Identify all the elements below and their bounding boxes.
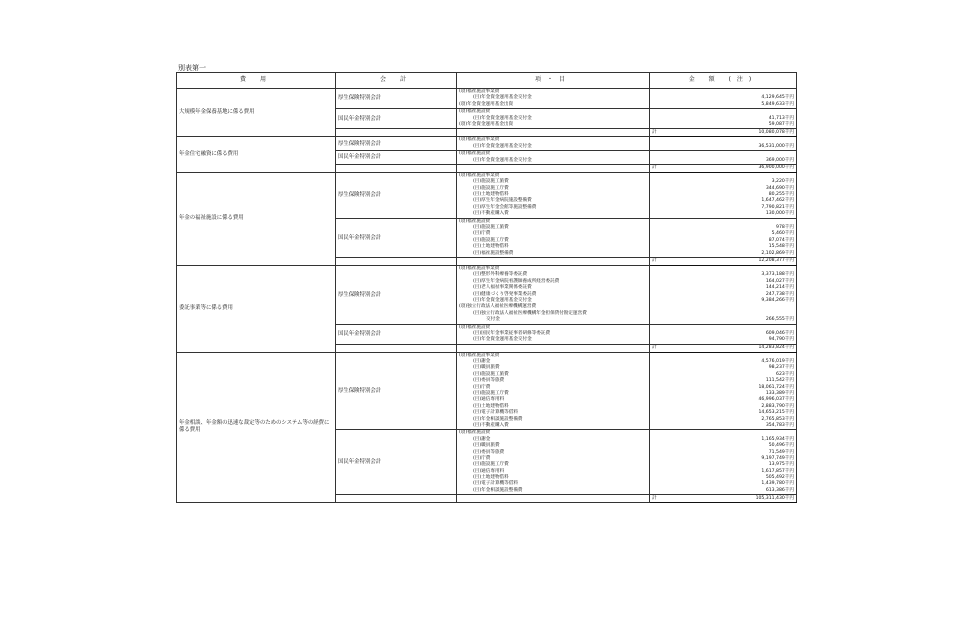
expense-table: [176, 72, 797, 503]
amount-value: 46,996,037千円: [758, 397, 794, 403]
total-label: 計: [652, 129, 657, 135]
amount-value: 41,713千円: [768, 115, 794, 121]
item-line: (目)福祉施設整備費: [473, 250, 514, 256]
section-total: 計 10,080,078千円: [650, 129, 797, 137]
item-line: (項)福祉施設事業費: [459, 352, 500, 358]
item-line: (目)職員旅費: [473, 365, 500, 371]
total-spacer: [457, 164, 650, 172]
item-line: (項)年金資金運用基金出資: [459, 121, 514, 127]
item-line: (目)通信専用料: [473, 397, 505, 403]
amount-value: 18,061,724千円: [758, 384, 794, 390]
item-list: [457, 89, 650, 109]
total-spacer: [336, 164, 457, 172]
amount-value: 1,439,780千円: [761, 481, 794, 487]
amount-value: 3,373,188千円: [761, 272, 794, 278]
amount-value: 5,460千円: [771, 231, 794, 237]
item-line: (項)独立行政法人福祉医療機構運営費: [459, 304, 537, 310]
amount-value: 130,000千円: [765, 211, 794, 217]
item-line: (項)福祉施設事業費: [459, 172, 500, 178]
amount-list: [650, 218, 797, 257]
item-line: (目)厚生年金会館等施設整備費: [473, 204, 537, 210]
section-total: 計 14,283,824千円: [650, 344, 797, 352]
amount-value: 144,214千円: [765, 285, 794, 291]
total-spacer: [336, 257, 457, 265]
item-line: (目)不動産購入費: [473, 211, 509, 217]
expense-category: 大規模年金保養基地に係る費用: [177, 89, 336, 137]
amount-value: 15,548千円: [768, 244, 794, 250]
item-list: [457, 430, 650, 495]
table-row: [177, 137, 797, 151]
account-name: 厚生保険特別会計: [336, 172, 457, 218]
amount-value: 2,765,853千円: [761, 416, 794, 422]
amount-value: 1,617,857千円: [761, 468, 794, 474]
amount-value: 1,647,462千円: [761, 198, 794, 204]
item-line: (項)福祉施設費: [459, 430, 491, 436]
total-label: 計: [652, 258, 657, 264]
item-line: (項)福祉施設事業費: [459, 265, 500, 271]
item-line: (目)職員旅費: [473, 443, 500, 449]
item-line: (目)施設施工庁費: [473, 237, 509, 243]
account-name: 国民年金特別会計: [336, 109, 457, 129]
item-line: (目)施設施工庁費: [473, 185, 509, 191]
item-line: (目)電子計算機等借料: [473, 481, 518, 487]
account-name: 国民年金特別会計: [336, 218, 457, 257]
account-name: 国民年金特別会計: [336, 430, 457, 495]
expense-category: 委託事業等に係る費用: [177, 265, 336, 352]
amount-value: 505,492千円: [765, 475, 794, 481]
item-list: [457, 324, 650, 344]
amount-list: [650, 430, 797, 495]
item-line: (目)健康づくり啓発事業委託費: [473, 291, 537, 297]
total-label: 計: [652, 495, 657, 501]
item-line: (目)庁費: [473, 231, 491, 237]
total-spacer: [336, 344, 457, 352]
item-line: 交付金: [486, 317, 500, 323]
amount-value: 354,783千円: [765, 422, 794, 428]
item-line: (目)年金資金運用基金交付金: [473, 115, 532, 121]
item-line: (目)年金資金運用基金交付金: [473, 95, 532, 101]
amount-value: 4,129,645千円: [761, 95, 794, 101]
amount-list: [650, 151, 797, 165]
item-line: (目)施設施工庁費: [473, 462, 509, 468]
amount-list: [650, 89, 797, 109]
table-header-row: [177, 73, 797, 89]
amount-value: 369,000千円: [765, 157, 794, 163]
item-line: (目)謝金: [473, 436, 491, 442]
item-line: (項)福祉施設費: [459, 109, 491, 115]
amount-value: 2,102,869千円: [761, 250, 794, 256]
amount-list: [650, 352, 797, 430]
item-line: (目)土地建物借料: [473, 192, 509, 198]
amount-value: 247,738千円: [765, 291, 794, 297]
item-line: (目)独立行政法人福祉医療機構年金担保貸付勘定運営費: [473, 310, 587, 316]
amount-value: 98,237千円: [768, 365, 794, 371]
amount-value: 1,165,934千円: [761, 436, 794, 442]
total-label: 計: [652, 165, 657, 171]
amount-value: 13,975千円: [768, 462, 794, 468]
amount-value: 9,384,266千円: [761, 297, 794, 303]
item-list: [457, 137, 650, 151]
item-line: (目)施設施工旅費: [473, 179, 509, 185]
amount-value: 36,531,000千円: [758, 143, 794, 149]
table-row: [177, 89, 797, 109]
amount-value: 7,790,821千円: [761, 204, 794, 210]
item-line: (項)年金資金運用基金出資: [459, 101, 514, 107]
item-line: (目)施設施工庁費: [473, 391, 509, 397]
total-label: 計: [652, 344, 657, 350]
amount-value: 2,883,790千円: [761, 403, 794, 409]
account-name: 厚生保険特別会計: [336, 137, 457, 151]
amount-value: 5,849,633千円: [761, 101, 794, 107]
amount-value: 133,389千円: [765, 391, 794, 397]
header-amount: 金 額 (注): [650, 73, 797, 89]
total-spacer: [336, 495, 457, 503]
total-spacer: [336, 129, 457, 137]
header-item: 項・目: [457, 73, 650, 89]
expense-category: 年金相談、年金額の迅速な裁定等のためのシステム等の経費に係る費用: [177, 352, 336, 503]
item-line: (目)土地建物借料: [473, 403, 509, 409]
item-line: (目)謝金: [473, 359, 491, 365]
item-line: (目)通信専用料: [473, 468, 505, 474]
expense-category: 年金の福祉施設に係る費用: [177, 172, 336, 265]
item-line: (目)不動産購入費: [473, 422, 509, 428]
account-name: 厚生保険特別会計: [336, 89, 457, 109]
item-line: (目)年金相談施設整備費: [473, 487, 523, 493]
item-line: (項)福祉施設費: [459, 218, 491, 224]
amount-value: 623千円: [776, 371, 794, 377]
section-total: 計 12,208,377千円: [650, 257, 797, 265]
item-line: (項)福祉施設事業費: [459, 89, 500, 94]
section-total: 計 105,311,430千円: [650, 495, 797, 503]
item-line: (目)年金資金運用基金交付金: [473, 337, 532, 343]
item-line: (目)委員等旅費: [473, 449, 505, 455]
item-line: (目)厚生年金病院施設整備費: [473, 198, 532, 204]
amount-value: 3,220千円: [771, 179, 794, 185]
item-line: (項)福祉施設費: [459, 151, 491, 157]
item-line: (項)福祉施設事業費: [459, 137, 500, 143]
total-spacer: [457, 129, 650, 137]
amount-value: 94,790千円: [768, 337, 794, 343]
amount-value: 71,549千円: [768, 449, 794, 455]
item-line: (目)厚生年金病院看護師養成所経営委託費: [473, 278, 560, 284]
header-account: 会 計: [336, 73, 457, 89]
item-line: (目)年金相談施設整備費: [473, 416, 523, 422]
total-spacer: [457, 257, 650, 265]
account-name: 国民年金特別会計: [336, 324, 457, 344]
item-line: (目)整形外科療養等委託費: [473, 272, 528, 278]
item-line: (目)国民年金事業従事者研修等委託費: [473, 330, 551, 336]
item-list: [457, 265, 650, 324]
amount-list: [650, 137, 797, 151]
item-line: (目)電子計算機等借料: [473, 410, 518, 416]
account-name: 厚生保険特別会計: [336, 352, 457, 430]
amount-value: 80,255千円: [768, 192, 794, 198]
amount-list: [650, 324, 797, 344]
page-title: 別表第一: [178, 64, 206, 72]
expense-category: 年金住宅融資に係る費用: [177, 137, 336, 173]
amount-value: 4,576,019千円: [761, 359, 794, 365]
amount-value: 111,542千円: [765, 378, 794, 384]
amount-value: 164,027千円: [765, 278, 794, 284]
header-expense: 費 用: [177, 73, 336, 89]
item-list: [457, 218, 650, 257]
amount-value: 87,074千円: [768, 237, 794, 243]
amount-value: 266,555千円: [765, 317, 794, 323]
amount-value: 14,653,215千円: [758, 410, 794, 416]
table-row: [177, 265, 797, 324]
account-name: 国民年金特別会計: [336, 151, 457, 165]
amount-value: 978千円: [776, 225, 794, 231]
amount-value: 609,046千円: [765, 330, 794, 336]
table-row: [177, 352, 797, 430]
total-spacer: [457, 495, 650, 503]
item-list: [457, 172, 650, 218]
item-line: (目)年金資金運用基金交付金: [473, 157, 532, 163]
total-spacer: [457, 344, 650, 352]
amount-value: 344,690千円: [765, 185, 794, 191]
item-line: (目)年金資金運用基金交付金: [473, 143, 532, 149]
table-row: [177, 172, 797, 218]
item-line: (目)老人福祉事業関係委託費: [473, 285, 532, 291]
item-list: [457, 109, 650, 129]
amount-list: [650, 265, 797, 324]
amount-value: 50,496千円: [768, 443, 794, 449]
item-list: [457, 151, 650, 165]
amount-value: 59,087千円: [768, 121, 794, 127]
item-line: (目)土地建物借料: [473, 244, 509, 250]
item-line: (目)庁費: [473, 384, 491, 390]
item-line: (目)施設施工旅費: [473, 225, 509, 231]
item-line: (項)福祉施設費: [459, 324, 491, 330]
amount-list: [650, 172, 797, 218]
item-line: (目)施設施工旅費: [473, 371, 509, 377]
amount-value: 9,197,749千円: [761, 455, 794, 461]
table-body: [177, 89, 797, 503]
amount-list: [650, 109, 797, 129]
item-line: (目)庁費: [473, 455, 491, 461]
item-line: (目)土地建物借料: [473, 475, 509, 481]
section-total: 計 36,900,000千円: [650, 164, 797, 172]
amount-value: 613,386千円: [765, 487, 794, 493]
item-line: (目)委員等旅費: [473, 378, 505, 384]
account-name: 厚生保険特別会計: [336, 265, 457, 324]
item-line: (目)年金資金運用基金交付金: [473, 297, 532, 303]
item-list: [457, 352, 650, 430]
